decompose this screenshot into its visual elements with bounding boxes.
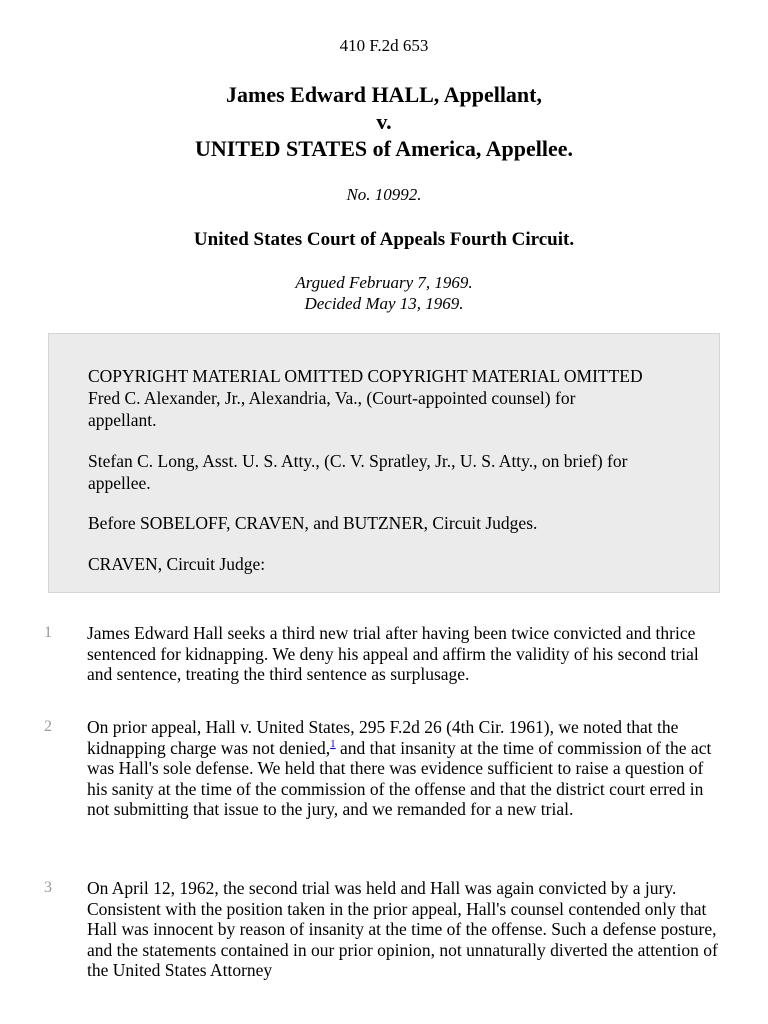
counsel-appellant: COPYRIGHT MATERIAL OMITTED COPYRIGHT MATERIAL OMITTED Fred C. Alexander, Jr., Alexandria, Va., (Court-appointed counsel) for appellant. [88, 366, 643, 430]
syllabus-box [48, 333, 720, 593]
judges-panel: Before SOBELOFF, CRAVEN, and BUTZNER, Circuit Judges. [88, 513, 538, 533]
decided-date: Decided May 13, 1969. [304, 294, 464, 313]
argued-date: Argued February 7, 1969. [295, 273, 473, 292]
case-title [0, 81, 768, 162]
appellant-name: James Edward HALL, Appellant, [226, 82, 542, 107]
paragraph-text-end: and that insanity at the time of commission of the act was Hall's sole defense. We held that there was evidence sufficient to raise a question of his sanity at the time of the commission of the offense and that the district court erred in not submitting that issue to the jury, and we remanded for a new trial. [87, 737, 712, 819]
paragraph-text [87, 717, 727, 820]
docket-number: No. 10992. [346, 185, 422, 204]
paragraph-number: 3 [44, 879, 52, 896]
footnote-link[interactable]: 1 [330, 737, 336, 750]
paragraph-text-start: On prior appeal, Hall v. United States, 295 F.2d 26 (4th Cir. 1961), we noted that the kidnapping charge was not denied, [87, 717, 679, 758]
paragraph-text: On April 12, 1962, the second trial was held and Hall was again convicted by a jury. Consistent with the position taken in the prior appeal, Hall's counsel contended only that Hall was innocent by reason of insanity at the time of the offense. Such a defense posture, and the statements contained in our prior opinion, not unnaturally diverted the attention of the United States Attorney [87, 878, 718, 980]
counsel-appellee: Stefan C. Long, Asst. U. S. Atty., (C. V. Spratley, Jr., U. S. Atty., on brief) for appellee. [88, 451, 628, 493]
case-citation: 410 F.2d 653 [339, 36, 429, 55]
paragraph-number: 1 [44, 624, 52, 641]
opinion-author: CRAVEN, Circuit Judge: [88, 554, 266, 574]
versus-label: v. [376, 109, 392, 134]
court-name: United States Court of Appeals Fourth Circuit. [193, 229, 575, 250]
paragraph-number: 2 [44, 718, 52, 735]
appellee-name: UNITED STATES of America, Appellee. [194, 136, 574, 161]
case-dates [0, 272, 768, 314]
paragraph-text: James Edward Hall seeks a third new trial after having been twice convicted and thrice sentenced for kidnapping. We deny his appeal and affirm the validity of his second trial and sentence, treating the third sentence as surplusage. [87, 623, 699, 684]
